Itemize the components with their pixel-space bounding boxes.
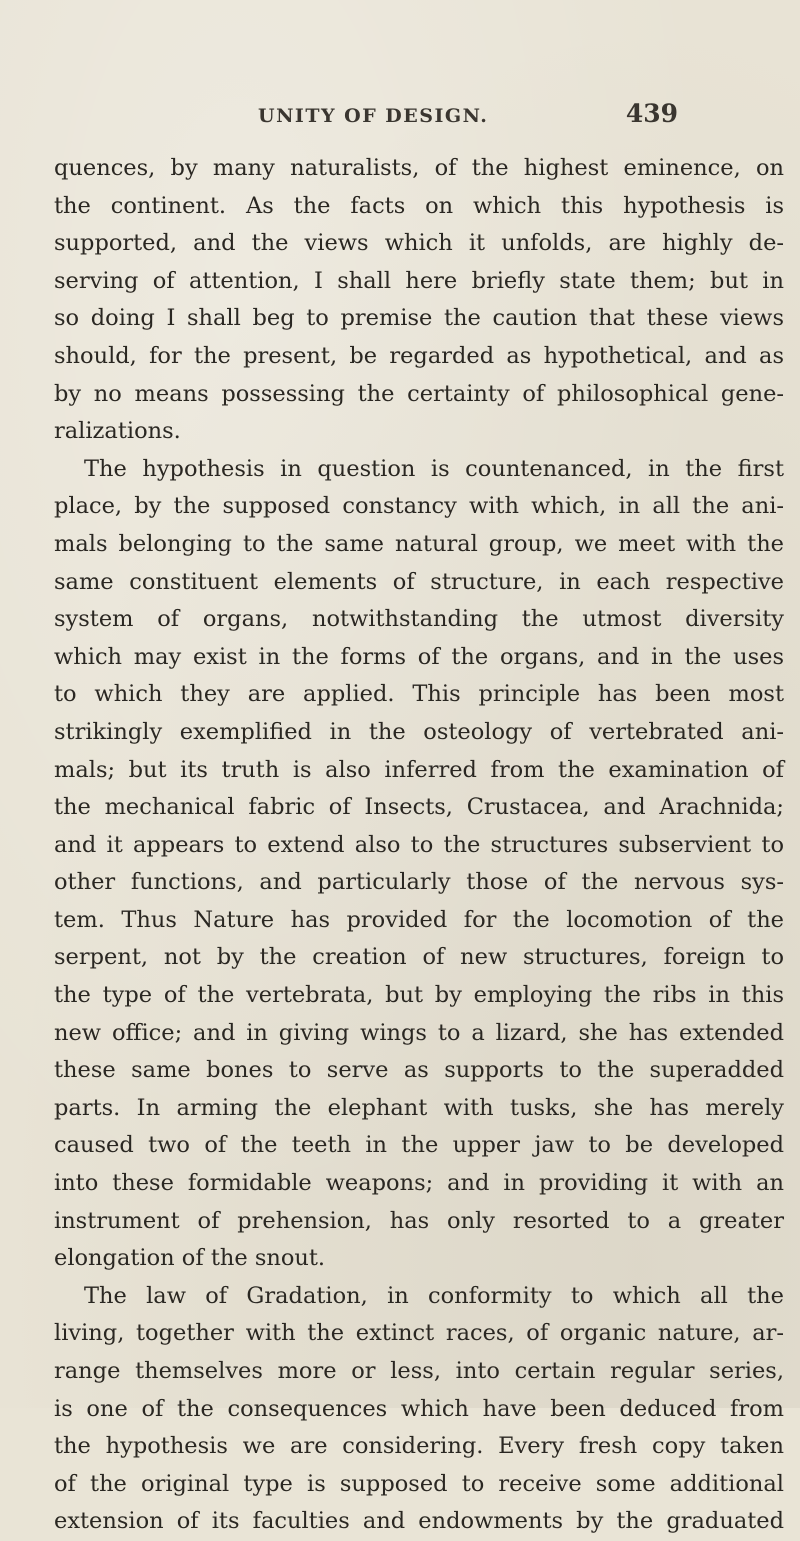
- text-line: tem. Thus Nature has provided for the locomotion of the: [54, 906, 784, 933]
- paragraph-start-line: The law of Gradation, in conformity to which all the: [84, 1282, 784, 1309]
- text-line: the continent. As the facts on which this hypothesis is: [54, 192, 784, 219]
- text-line: which may exist in the forms of the organs, and in the uses: [54, 643, 784, 670]
- text-line: strikingly exemplified in the osteology of vertebrated ani-: [54, 718, 784, 745]
- text-line: system of organs, notwithstanding the utmost diversity: [54, 606, 784, 633]
- paragraph-start-line: The hypothesis in question is countenanced, in the first: [84, 455, 784, 482]
- text-line: the type of the vertebrata, but by employing the ribs in this: [54, 982, 784, 1009]
- text-line: is one of the consequences which have been deduced from: [54, 1395, 784, 1422]
- text-line: serpent, not by the creation of new structures, foreign to: [54, 944, 784, 971]
- text-line: by no means possessing the certainty of philosophical gene-: [54, 380, 784, 407]
- text-line: ralizations.: [54, 418, 181, 445]
- text-line: serving of attention, I shall here briefly state them; but in: [54, 267, 784, 294]
- text-line: range themselves more or less, into certain regular series,: [54, 1358, 784, 1384]
- text-line: same constituent elements of structure, in each respective: [54, 568, 784, 595]
- text-line: the mechanical fabric of Insects, Crustacea, and Arachnida;: [54, 794, 784, 821]
- page-number: 439: [625, 99, 678, 128]
- text-line: these same bones to serve as supports to the superadded: [54, 1057, 784, 1084]
- text-line: and it appears to extend also to the structures subservient to: [54, 831, 784, 858]
- text-line: other functions, and particularly those of the nervous sys-: [54, 869, 784, 896]
- text-line: the hypothesis we are considering. Every fresh copy taken: [54, 1433, 784, 1460]
- text-line: mals; but its truth is also inferred from the examination of: [54, 756, 784, 783]
- text-line: extension of its faculties and endowments by the graduated: [54, 1508, 784, 1535]
- text-line: elongation of the snout.: [54, 1245, 326, 1272]
- text-line: supported, and the views which it unfolds, are highly de-: [54, 230, 784, 257]
- running-title: UNITY OF DESIGN.: [258, 105, 489, 127]
- text-line: instrument of prehension, has only resorted to a greater: [54, 1207, 784, 1234]
- text-line: mals belonging to the same natural group, we meet with the: [54, 530, 784, 557]
- running-head: [258, 99, 678, 145]
- text-line: to which they are applied. This principle has been most: [54, 681, 784, 708]
- text-line: parts. In arming the elephant with tusks, she has merely: [54, 1094, 784, 1121]
- text-line: living, together with the extinct races, of organic nature, ar-: [54, 1320, 784, 1347]
- text-line: of the original type is supposed to receive some additional: [54, 1470, 784, 1497]
- text-line: quences, by many naturalists, of the highest eminence, on: [54, 155, 784, 181]
- body-text: [54, 150, 784, 1541]
- text-line: new office; and in giving wings to a lizard, she has extended: [54, 1019, 784, 1046]
- text-line: place, by the supposed constancy with which, in all the ani-: [54, 493, 784, 520]
- text-line: should, for the present, be regarded as hypothetical, and as: [54, 342, 784, 369]
- text-line: caused two of the teeth in the upper jaw to be developed: [54, 1132, 784, 1159]
- text-line: so doing I shall beg to premise the caution that these views: [54, 305, 784, 332]
- text-line: into these formidable weapons; and in providing it with an: [54, 1170, 784, 1197]
